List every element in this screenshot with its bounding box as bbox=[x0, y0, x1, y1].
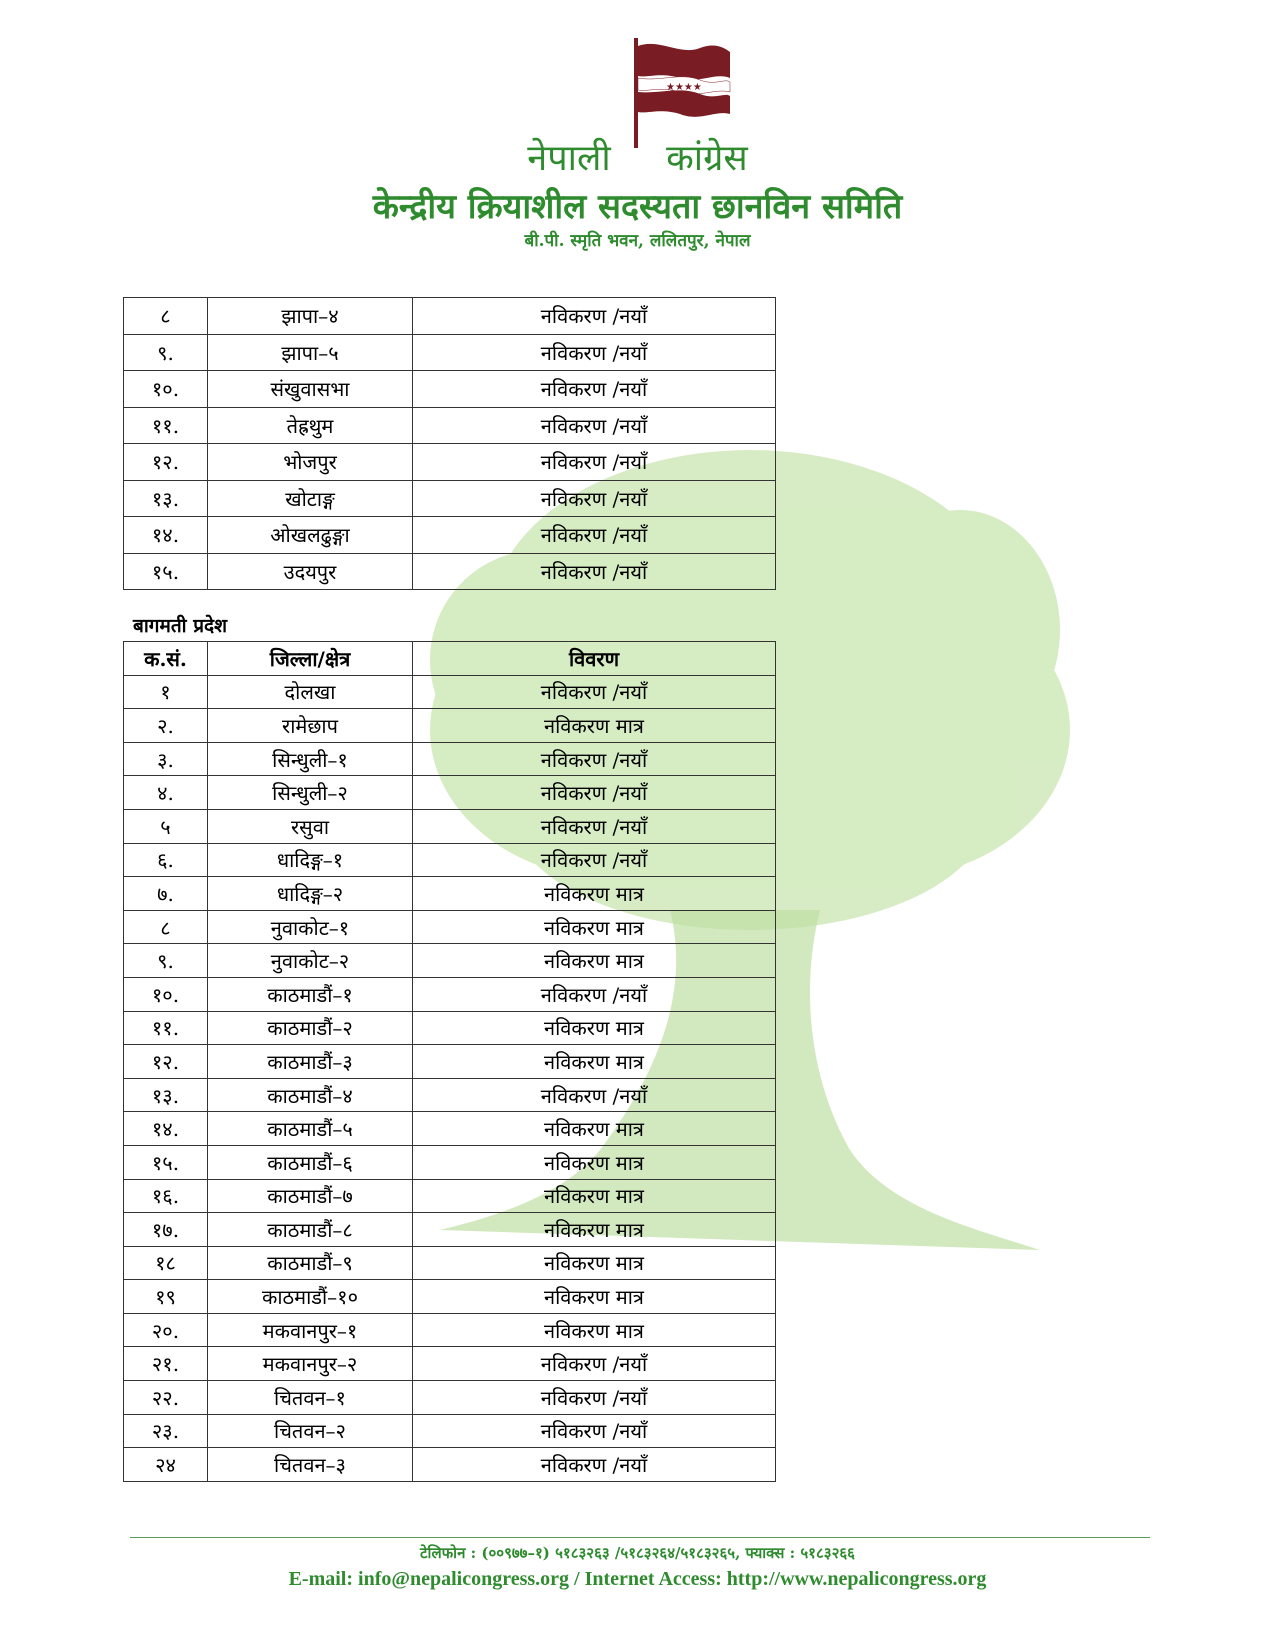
row-num: २४ bbox=[124, 1448, 208, 1482]
row-district: सिन्धुली–१ bbox=[208, 742, 413, 776]
row-num: १७. bbox=[124, 1213, 208, 1247]
row-num: १५. bbox=[124, 553, 208, 590]
row-detail: नविकरण /नयाँ bbox=[413, 1078, 776, 1112]
row-district: चितवन–१ bbox=[208, 1381, 413, 1415]
row-district: दोलखा bbox=[208, 675, 413, 709]
committee-name: केन्द्रीय क्रियाशील सदस्यता छानविन समिति bbox=[372, 187, 903, 227]
row-num: ५ bbox=[124, 809, 208, 843]
row-num: ८ bbox=[124, 910, 208, 944]
footer-divider bbox=[130, 1537, 1150, 1538]
row-num: १२. bbox=[124, 1045, 208, 1079]
row-district: सिन्धुली–२ bbox=[208, 776, 413, 810]
row-detail: नविकरण मात्र bbox=[413, 1313, 776, 1347]
row-district: काठमाडौं–१० bbox=[208, 1280, 413, 1314]
row-detail: नविकरण /नयाँ bbox=[413, 742, 776, 776]
row-detail: नविकरण /नयाँ bbox=[413, 1347, 776, 1381]
row-detail: नविकरण मात्र bbox=[413, 1280, 776, 1314]
row-district: चितवन–३ bbox=[208, 1448, 413, 1482]
table-row bbox=[124, 517, 776, 554]
org-name bbox=[0, 132, 1275, 181]
row-district: रसुवा bbox=[208, 809, 413, 843]
row-detail: नविकरण /नयाँ bbox=[413, 977, 776, 1011]
row-district: काठमाडौं–४ bbox=[208, 1078, 413, 1112]
table-row bbox=[124, 444, 776, 481]
district-table-continued bbox=[123, 297, 776, 590]
row-num: १०. bbox=[124, 977, 208, 1011]
row-district: काठमाडौं–५ bbox=[208, 1112, 413, 1146]
svg-text:★★★★: ★★★★ bbox=[666, 82, 702, 93]
row-num: २. bbox=[124, 709, 208, 743]
row-district: काठमाडौं–६ bbox=[208, 1145, 413, 1179]
row-district: मकवानपुर–२ bbox=[208, 1347, 413, 1381]
footer-phone: टेलिफोन : (००९७७–१) ५१८३२६३ /५१८३२६४/५१८३२६५, फ्याक्स : ५१८३२६६ bbox=[420, 1544, 855, 1562]
row-detail: नविकरण मात्र bbox=[413, 1145, 776, 1179]
table-row bbox=[124, 809, 776, 843]
table-row bbox=[124, 1011, 776, 1045]
table-row bbox=[124, 675, 776, 709]
row-district: तेह्रथुम bbox=[208, 407, 413, 444]
row-district: झापा–४ bbox=[208, 298, 413, 335]
row-detail: नविकरण /नयाँ bbox=[413, 480, 776, 517]
section-title: बागमती प्रदेश bbox=[133, 615, 228, 637]
row-district: उदयपुर bbox=[208, 553, 413, 590]
row-num: ११. bbox=[124, 407, 208, 444]
row-district: काठमाडौं–७ bbox=[208, 1179, 413, 1213]
row-detail: नविकरण /नयाँ bbox=[413, 1381, 776, 1415]
row-num: ९. bbox=[124, 334, 208, 371]
row-detail: नविकरण /नयाँ bbox=[413, 843, 776, 877]
row-detail: नविकरण /नयाँ bbox=[413, 776, 776, 810]
org-name-left: नेपाली bbox=[527, 138, 611, 179]
row-num: १०. bbox=[124, 371, 208, 408]
row-district: नुवाकोट–१ bbox=[208, 910, 413, 944]
row-num: १ bbox=[124, 675, 208, 709]
table-row bbox=[124, 843, 776, 877]
row-detail: नविकरण मात्र bbox=[413, 1011, 776, 1045]
table-row bbox=[124, 1078, 776, 1112]
row-district: नुवाकोट–२ bbox=[208, 944, 413, 978]
row-detail: नविकरण मात्र bbox=[413, 1045, 776, 1079]
table-row bbox=[124, 910, 776, 944]
row-district: काठमाडौं–३ bbox=[208, 1045, 413, 1079]
table-header-row bbox=[124, 642, 776, 676]
table-row bbox=[124, 1347, 776, 1381]
row-district: मकवानपुर–१ bbox=[208, 1313, 413, 1347]
header-detail: विवरण bbox=[413, 642, 776, 676]
row-detail: नविकरण /नयाँ bbox=[413, 371, 776, 408]
table-row bbox=[124, 334, 776, 371]
row-district: धादिङ्ग–२ bbox=[208, 877, 413, 911]
table-row bbox=[124, 1381, 776, 1415]
table-row bbox=[124, 1179, 776, 1213]
row-detail: नविकरण /नयाँ bbox=[413, 553, 776, 590]
row-num: ७. bbox=[124, 877, 208, 911]
table-row bbox=[124, 298, 776, 335]
row-num: १३. bbox=[124, 480, 208, 517]
row-district: झापा–५ bbox=[208, 334, 413, 371]
row-num: २१. bbox=[124, 1347, 208, 1381]
table-row bbox=[124, 1145, 776, 1179]
row-num: १३. bbox=[124, 1078, 208, 1112]
row-detail: नविकरण मात्र bbox=[413, 910, 776, 944]
table-row bbox=[124, 1313, 776, 1347]
row-district: धादिङ्ग–१ bbox=[208, 843, 413, 877]
row-detail: नविकरण /नयाँ bbox=[413, 407, 776, 444]
row-detail: नविकरण /नयाँ bbox=[413, 444, 776, 481]
row-num: १९ bbox=[124, 1280, 208, 1314]
row-detail: नविकरण /नयाँ bbox=[413, 517, 776, 554]
table-row bbox=[124, 1045, 776, 1079]
row-num: १८ bbox=[124, 1246, 208, 1280]
row-detail: नविकरण मात्र bbox=[413, 877, 776, 911]
row-district: काठमाडौं–२ bbox=[208, 1011, 413, 1045]
row-detail: नविकरण /नयाँ bbox=[413, 298, 776, 335]
table-row bbox=[124, 1414, 776, 1448]
row-num: १४. bbox=[124, 1112, 208, 1146]
row-num: १४. bbox=[124, 517, 208, 554]
row-detail: नविकरण /नयाँ bbox=[413, 809, 776, 843]
row-district: चितवन–२ bbox=[208, 1414, 413, 1448]
table-row bbox=[124, 944, 776, 978]
table-row bbox=[124, 776, 776, 810]
row-num: २२. bbox=[124, 1381, 208, 1415]
row-district: संखुवासभा bbox=[208, 371, 413, 408]
row-num: १६. bbox=[124, 1179, 208, 1213]
row-district: भोजपुर bbox=[208, 444, 413, 481]
footer-contact: E-mail: info@nepalicongress.org / Internet Access: http://www.nepalicongress.org bbox=[288, 1568, 987, 1590]
row-num: ११. bbox=[124, 1011, 208, 1045]
row-district: काठमाडौं–१ bbox=[208, 977, 413, 1011]
table-row bbox=[124, 1448, 776, 1482]
row-num: २३. bbox=[124, 1414, 208, 1448]
row-num: १५. bbox=[124, 1145, 208, 1179]
table-row bbox=[124, 1246, 776, 1280]
row-detail: नविकरण मात्र bbox=[413, 709, 776, 743]
table-row bbox=[124, 371, 776, 408]
table-row bbox=[124, 709, 776, 743]
row-detail: नविकरण मात्र bbox=[413, 1112, 776, 1146]
row-num: ३. bbox=[124, 742, 208, 776]
row-district: रामेछाप bbox=[208, 709, 413, 743]
row-num: ९. bbox=[124, 944, 208, 978]
org-name-right: कांग्रेस bbox=[666, 138, 748, 179]
table-row bbox=[124, 480, 776, 517]
row-detail: नविकरण मात्र bbox=[413, 1246, 776, 1280]
row-detail: नविकरण /नयाँ bbox=[413, 675, 776, 709]
row-district: खोटाङ्ग bbox=[208, 480, 413, 517]
table-row bbox=[124, 742, 776, 776]
row-detail: नविकरण मात्र bbox=[413, 1213, 776, 1247]
row-detail: नविकरण /नयाँ bbox=[413, 334, 776, 371]
row-num: ८ bbox=[124, 298, 208, 335]
row-district: ओखलढुङ्गा bbox=[208, 517, 413, 554]
row-num: २०. bbox=[124, 1313, 208, 1347]
row-detail: नविकरण मात्र bbox=[413, 944, 776, 978]
table-row bbox=[124, 877, 776, 911]
header-num: क.सं. bbox=[124, 642, 208, 676]
row-detail: नविकरण /नयाँ bbox=[413, 1448, 776, 1482]
row-detail: नविकरण मात्र bbox=[413, 1179, 776, 1213]
address: बी.पी. स्मृति भवन, ललितपुर, नेपाल bbox=[524, 231, 751, 251]
header-district: जिल्ला/क्षेत्र bbox=[208, 642, 413, 676]
table-row bbox=[124, 1213, 776, 1247]
table-row bbox=[124, 1112, 776, 1146]
row-num: १२. bbox=[124, 444, 208, 481]
row-detail: नविकरण /नयाँ bbox=[413, 1414, 776, 1448]
row-district: काठमाडौं–८ bbox=[208, 1213, 413, 1247]
bagmati-district-table bbox=[123, 641, 776, 1482]
row-district: काठमाडौं–९ bbox=[208, 1246, 413, 1280]
row-num: ६. bbox=[124, 843, 208, 877]
table-row bbox=[124, 407, 776, 444]
table-row bbox=[124, 977, 776, 1011]
table-row bbox=[124, 553, 776, 590]
table-row bbox=[124, 1280, 776, 1314]
row-num: ४. bbox=[124, 776, 208, 810]
